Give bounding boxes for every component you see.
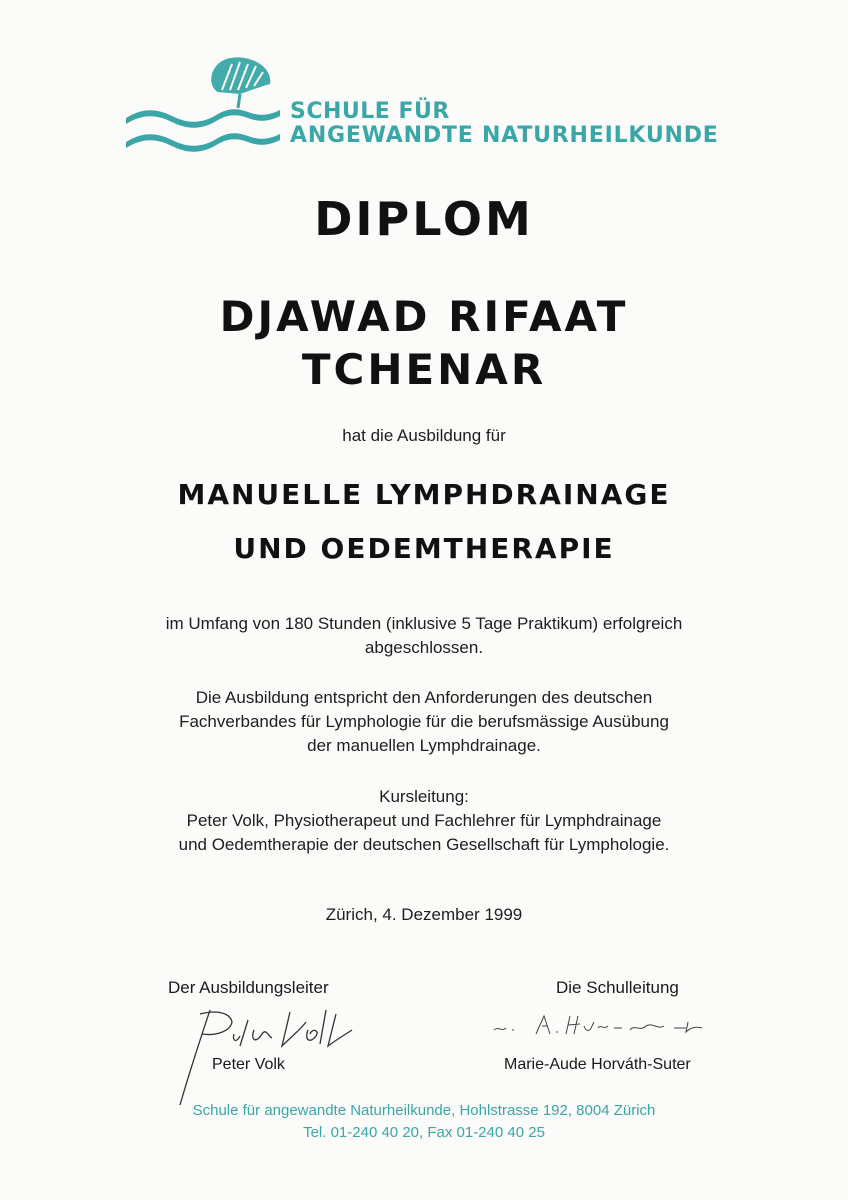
recipient-name-line2: TCHENAR xyxy=(301,345,547,394)
school-name-line1: SCHULE FÜR xyxy=(290,99,450,124)
scope-paragraph xyxy=(0,612,848,660)
footer-contact: Tel. 01-240 40 20, Fax 01-240 40 25 xyxy=(303,1124,545,1141)
scope-line1: im Umfang von 180 Stunden (inklusive 5 Tage Praktikum) erfolgreich xyxy=(165,614,683,633)
school-name xyxy=(290,100,719,148)
course-leader-paragraph xyxy=(0,785,848,857)
intro-text: hat die Ausbildung für xyxy=(342,426,506,445)
right-signature xyxy=(490,1010,710,1040)
requirements-line1: Die Ausbildung entspricht den Anforderungen des deutschen xyxy=(195,688,653,707)
course-leader-line1: Peter Volk, Physiotherapeut und Fachlehrer für Lymphdrainage xyxy=(186,811,662,830)
school-name-line2: ANGEWANDTE NATURHEILKUNDE xyxy=(290,123,719,148)
school-logo xyxy=(122,50,292,160)
issue-date: Zürich, 4. Dezember 1999 xyxy=(325,905,523,924)
right-signatory-name: Marie-Aude Horváth-Suter xyxy=(504,1056,691,1073)
scope-line2: abgeschlossen. xyxy=(364,638,484,657)
footer-address: Schule für angewandte Naturheilkunde, Hohlstrasse 192, 8004 Zürich xyxy=(192,1102,656,1119)
course-name-line1: MANUELLE LYMPHDRAINAGE xyxy=(177,478,671,511)
requirements-line3: der manuellen Lymphdrainage. xyxy=(307,736,541,755)
requirements-paragraph xyxy=(0,686,848,758)
course-leader-label: Kursleitung: xyxy=(379,787,469,806)
right-signatory-title: Die Schulleitung xyxy=(556,978,679,997)
course-leader-line2: und Oedemtherapie der deutschen Gesellschaft für Lymphologie. xyxy=(178,835,670,854)
left-signature xyxy=(170,1000,360,1110)
diploma-title: DIPLOM xyxy=(314,192,534,246)
requirements-line2: Fachverbandes für Lymphologie für die berufsmässige Ausübung xyxy=(179,712,669,731)
left-signatory-name: Peter Volk xyxy=(212,1056,285,1073)
course-name-line2: UND OEDEMTHERAPIE xyxy=(233,532,615,565)
recipient-name-line1: DJAWAD RIFAAT xyxy=(219,292,629,341)
left-signatory-title: Der Ausbildungsleiter xyxy=(168,978,329,997)
